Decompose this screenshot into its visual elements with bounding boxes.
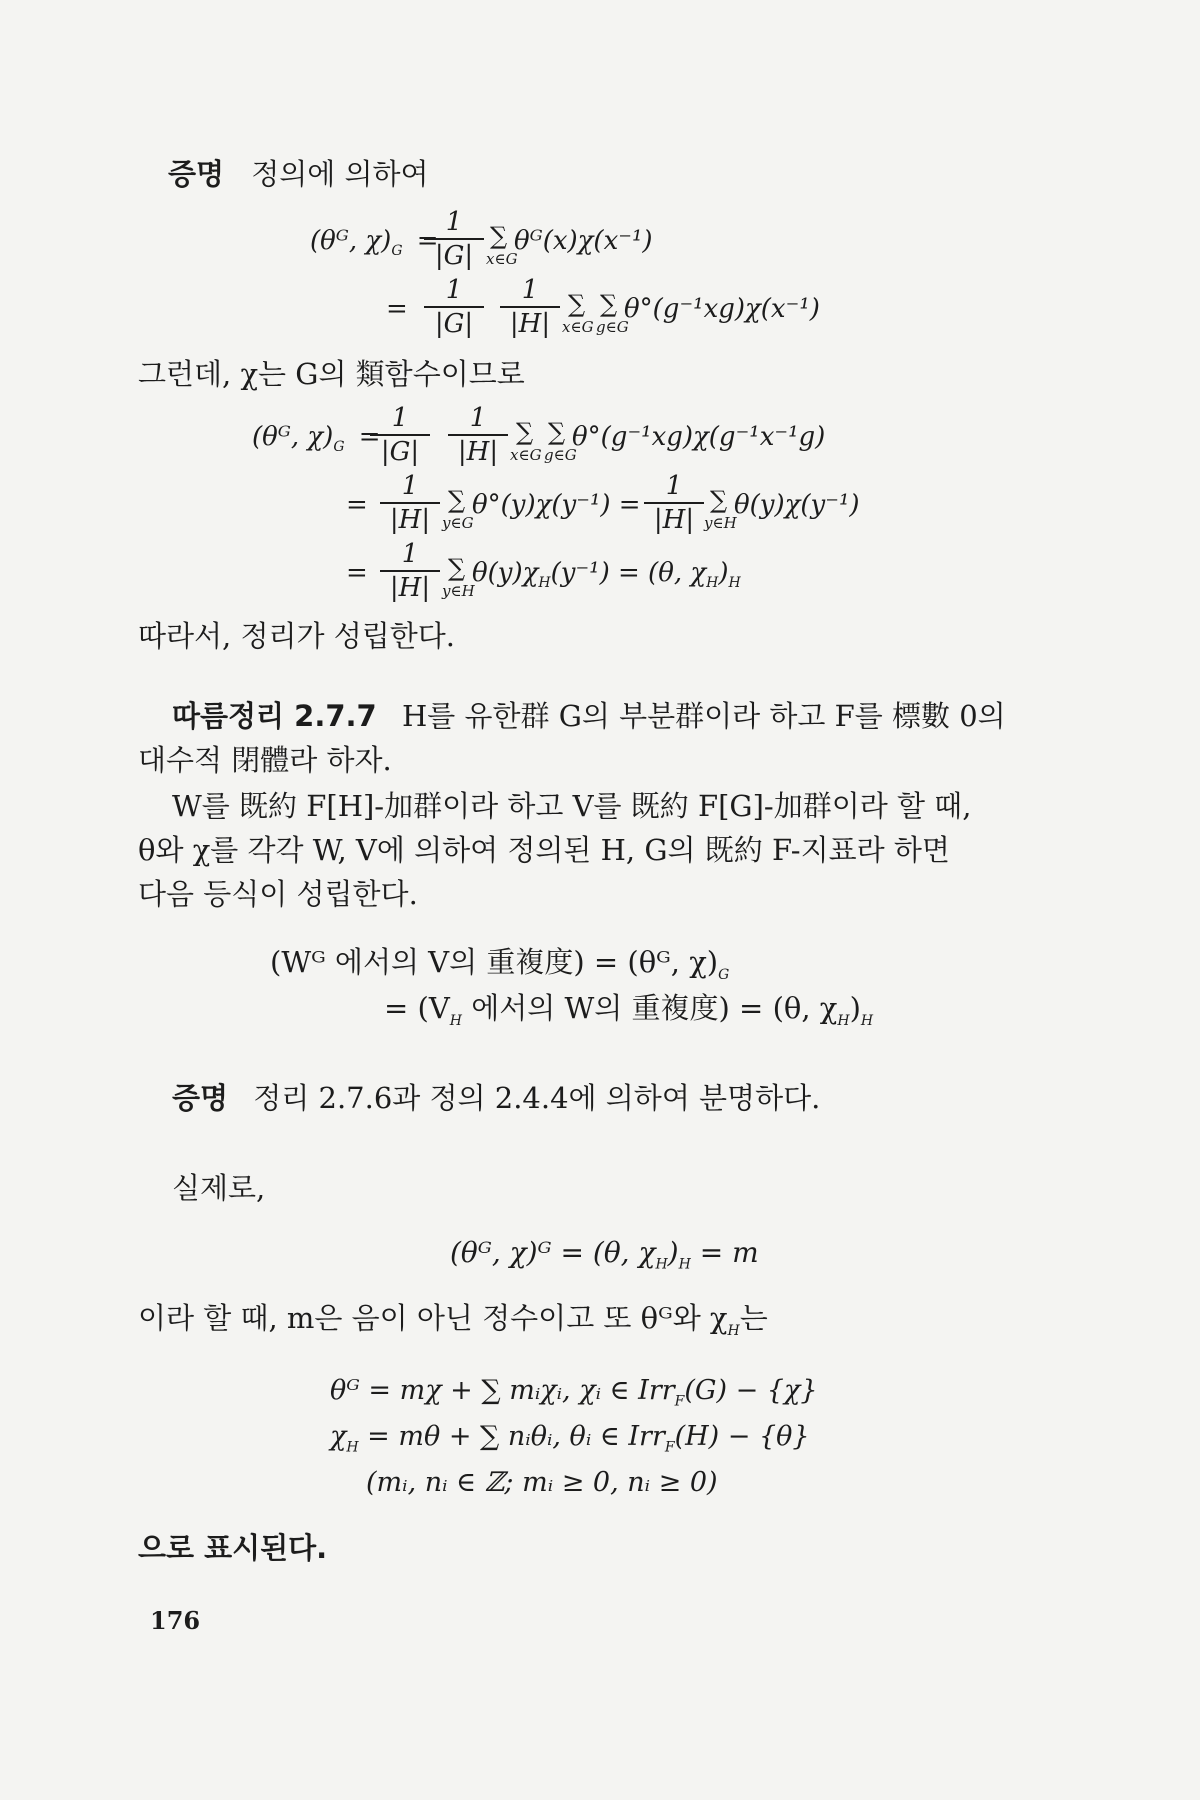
eq4-sum-a: ∑ xyxy=(448,486,466,514)
eq4-sum-b-index: y∈H xyxy=(704,514,737,532)
corollary-equation-b: = ($V_H$ 에서의 W의 重複度) = (θ, $\chi_H)_H$ xyxy=(384,991,874,1029)
closing-line: 으로 표시된다. xyxy=(138,1531,328,1565)
decomposition-line-1: θᴳ = mχ + ∑ mᵢχᵢ, χᵢ ∈ Irr$_F$(G) − {χ} xyxy=(330,1375,818,1410)
eq4-equals: = xyxy=(346,490,368,520)
proof-label: 증명 xyxy=(168,157,225,191)
eq5-fraction: $\frac{1}{|H|}$ xyxy=(380,538,440,604)
eq1-lhs: (θᴳ, $\chi)_G$ = xyxy=(310,226,439,260)
eq1-fraction: $\frac{1}{|G|}$ xyxy=(424,206,484,272)
eq5-tail: $\theta(y)\chi_H(y^{-1}) = (\theta$, $\chi_H)_H$ xyxy=(472,558,741,592)
eq3-tail: θ°(g⁻¹xg)χ(g⁻¹x⁻¹g) xyxy=(572,422,826,452)
eq4-sum-a-index: y∈G xyxy=(442,514,474,532)
eq4-tail: θ(y)χ(y⁻¹) xyxy=(734,490,860,520)
decomposition-line-2: $\chi_H = m\theta$ + ∑ nᵢθᵢ, θᵢ ∈ Irr$_F$(H) − {θ} xyxy=(330,1421,810,1456)
eq3-fraction-h: $\frac{1}{|H|}$ xyxy=(448,402,508,468)
eq1-sum-index: x∈G xyxy=(486,250,518,268)
decomposition-conditions: (mᵢ, nᵢ ∈ ℤ; mᵢ ≥ 0, nᵢ ≥ 0) xyxy=(366,1467,718,1498)
corollary-line-3: W를 既約 F[H]-加群이라 하고 V를 既約 F[G]-加群이라 할 때, xyxy=(172,789,972,823)
eq3-fraction-g: $\frac{1}{|G|}$ xyxy=(370,402,430,468)
page-number: 176 xyxy=(150,1606,201,1635)
eq3-lhs: (θᴳ, $\chi)_G$ = xyxy=(252,422,381,456)
eq2-sum-x-index: x∈G xyxy=(562,318,594,336)
eq1-sum: ∑ xyxy=(490,222,508,250)
actual-description-line: 이라 할 때, m은 음이 아닌 정수이고 또 θᴳ와 $\chi_H$는 xyxy=(138,1301,768,1339)
class-function-line: 그런데, χ는 G의 類함수이므로 xyxy=(138,357,525,391)
proof-heading-line xyxy=(168,156,429,192)
eq4-middle: θ°(y)χ(y⁻¹) = xyxy=(472,490,641,520)
eq3-sum-x-index: x∈G xyxy=(510,446,542,464)
eq2-fraction-g: $\frac{1}{|G|}$ xyxy=(424,274,484,340)
eq2-sum-g-index: g∈G xyxy=(596,318,629,336)
proof2-line: 증명 정리 2.7.6과 정의 2.4.4에 의하여 분명하다. xyxy=(172,1081,821,1115)
corollary-line-1: 따름정리 2.7.7 H를 유한群 G의 부분群이라 하고 F를 標數 0의 xyxy=(172,699,1006,733)
eq5-sum-index: y∈H xyxy=(442,582,475,600)
eq4-sum-b: ∑ xyxy=(710,486,728,514)
eq3-sum-g-index: g∈G xyxy=(544,446,577,464)
eq2-fraction-h: $\frac{1}{|H|}$ xyxy=(500,274,560,340)
actual-intro: 실제로, xyxy=(172,1171,266,1205)
actual-equation: (θᴳ, χ)ᴳ = (θ, $\chi_H)_H = m$ xyxy=(450,1236,759,1273)
corollary-label: 따름정리 2.7.7 xyxy=(172,699,377,733)
eq3-sum-x: ∑ xyxy=(516,418,534,446)
corollary-line-2: 대수적 閉體라 하자. xyxy=(138,743,392,777)
proof2-label: 증명 xyxy=(172,1081,229,1115)
eq4-fraction-a: $\frac{1}{|H|}$ xyxy=(380,470,440,536)
eq2-equals: = xyxy=(386,294,408,324)
proof-intro-text: 정의에 의하여 xyxy=(251,157,429,191)
conclusion-line: 따라서, 정리가 성립한다. xyxy=(138,619,456,653)
corollary-equation-a: (Wᴳ 에서의 V의 重複度) = (θᴳ, $\chi)_G$ xyxy=(270,945,730,983)
corollary-line-4: θ와 χ를 각각 W, V에 의하여 정의된 H, G의 既約 F-지표라 하면 xyxy=(138,833,950,867)
eq2-sum-g: ∑ xyxy=(600,290,618,318)
corollary-line-5: 다음 등식이 성립한다. xyxy=(138,877,418,911)
eq4-fraction-b: $\frac{1}{|H|}$ xyxy=(644,470,704,536)
eq3-sum-g: ∑ xyxy=(548,418,566,446)
eq5-equals: = xyxy=(346,558,368,588)
eq2-sum-x: ∑ xyxy=(568,290,586,318)
eq2-tail: θ°(g⁻¹xg)χ(x⁻¹) xyxy=(624,294,820,324)
eq1-tail: θᴳ(x)χ(x⁻¹) xyxy=(514,226,653,256)
eq5-sum: ∑ xyxy=(448,554,466,582)
